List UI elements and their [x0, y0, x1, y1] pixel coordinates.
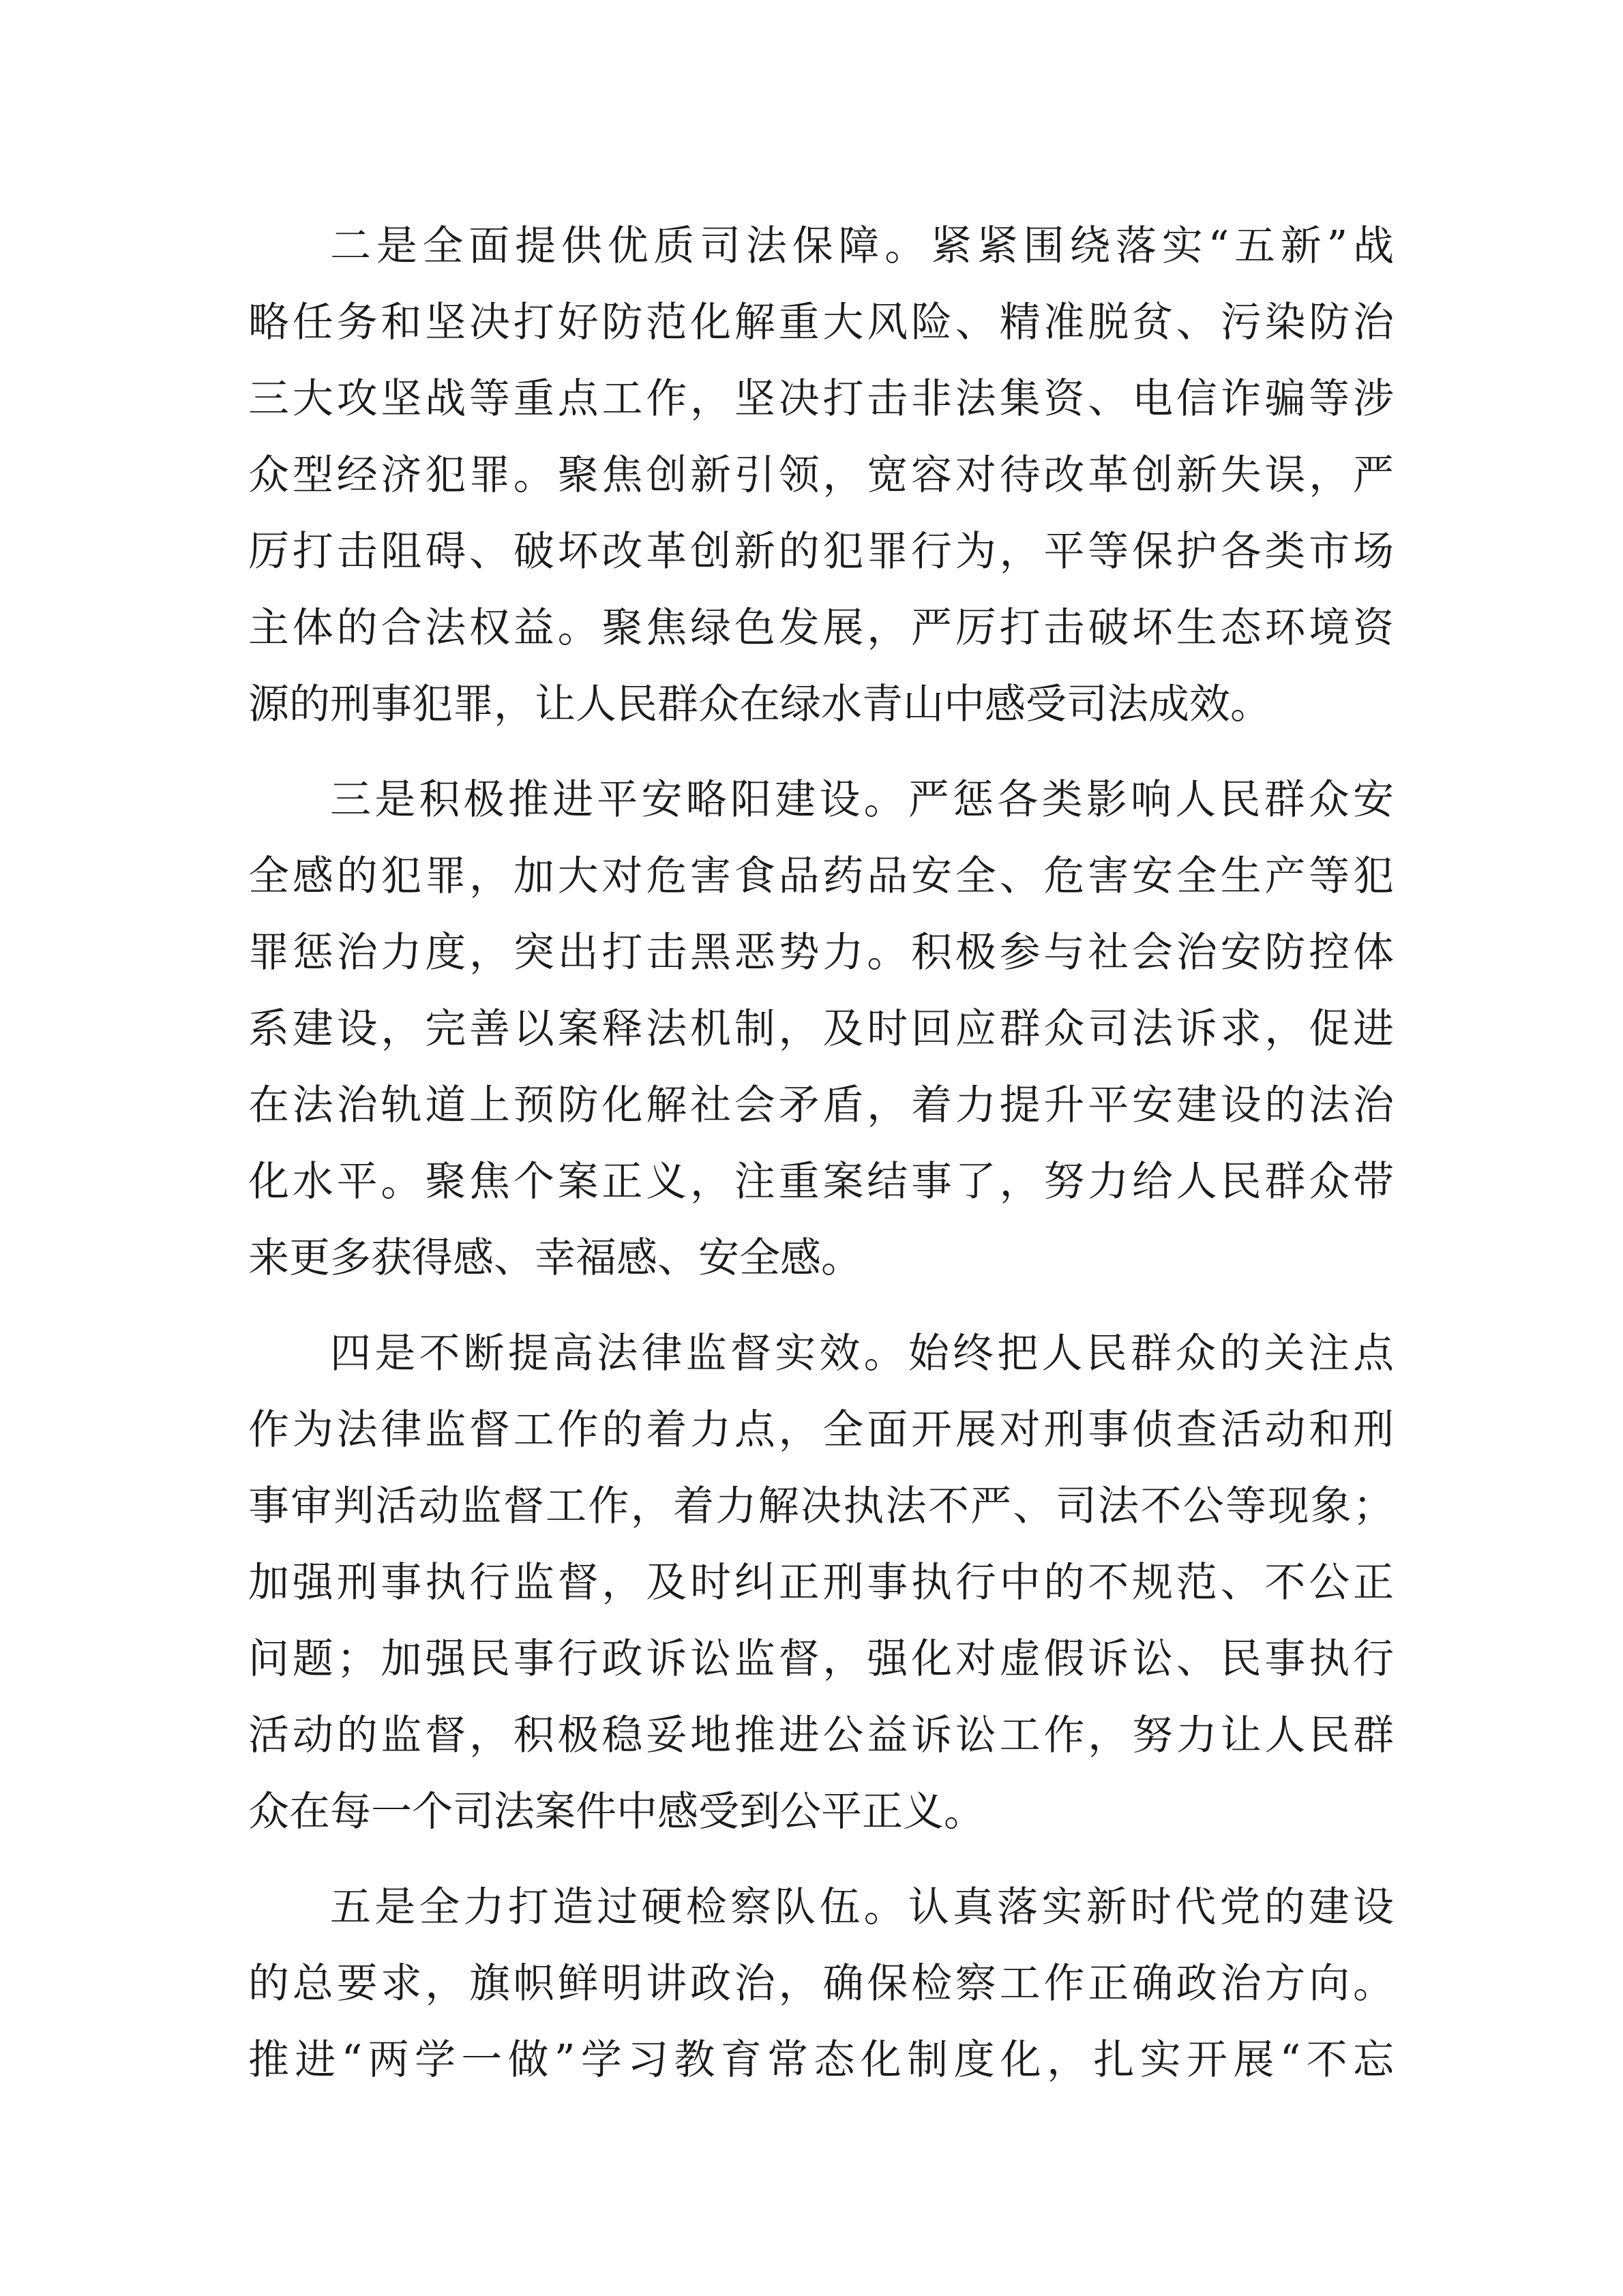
text-line: 全感的犯罪，加大对危害食品药品安全、危害安全生产等犯 [248, 852, 1394, 900]
text-line: 众型经济犯罪。聚焦创新引领，宽容对待改革创新失误，严 [248, 451, 1394, 499]
text-line: 二是全面提供优质司法保障。紧紧围绕落实“五新”战 [330, 222, 1394, 270]
paragraph-procuratorial-team [248, 1869, 1394, 2098]
text-line: 厉打击阻碍、破坏改革创新的犯罪行为，平等保护各类市场 [248, 528, 1394, 576]
text-line: 来更多获得感、幸福感、安全感。 [248, 1234, 862, 1282]
text-line: 事审判活动监督工作，着力解决执法不严、司法不公等现象； [248, 1482, 1394, 1530]
text-line: 三大攻坚战等重点工作，坚决打击非法集资、电信诈骗等涉 [248, 375, 1394, 423]
document-body [248, 208, 1394, 2117]
text-line: 略任务和坚决打好防范化解重大风险、精准脱贫、污染防治 [248, 299, 1394, 346]
text-line: 作为法律监督工作的着力点，全面开展对刑事侦查活动和刑 [248, 1406, 1394, 1454]
text-line: 问题；加强民事行政诉讼监督，强化对虚假诉讼、民事执行 [248, 1635, 1394, 1683]
paragraph-legal-supervision [248, 1315, 1394, 1850]
text-line: 罪惩治力度，突出打击黑恶势力。积极参与社会治安防控体 [248, 929, 1394, 976]
paragraph-judicial-guarantee [248, 208, 1394, 743]
text-line: 在法治轨道上预防化解社会矛盾，着力提升平安建设的法治 [248, 1082, 1394, 1129]
text-line: 加强刑事执行监督，及时纠正刑事执行中的不规范、不公正 [248, 1559, 1394, 1607]
text-line: 四是不断提高法律监督实效。始终把人民群众的关注点 [330, 1330, 1394, 1377]
text-line: 系建设，完善以案释法机制，及时回应群众司法诉求，促进 [248, 1005, 1394, 1053]
text-line: 活动的监督，积极稳妥地推进公益诉讼工作，努力让人民群 [248, 1712, 1394, 1759]
text-line: 推进“两学一做”学习教育常态化制度化，扎实开展“不忘 [248, 2036, 1394, 2084]
text-line: 五是全力打造过硬检察队伍。认真落实新时代党的建设 [330, 1883, 1394, 1931]
text-line: 三是积极推进平安略阳建设。严惩各类影响人民群众安 [330, 776, 1394, 824]
text-line: 源的刑事犯罪，让人民群众在绿水青山中感受司法成效。 [248, 681, 1271, 728]
text-line: 众在每一个司法案件中感受到公平正义。 [248, 1788, 985, 1836]
text-line: 主体的合法权益。聚焦绿色发展，严厉打击破坏生态环境资 [248, 604, 1394, 652]
text-line: 化水平。聚焦个案正义，注重案结事了，努力给人民群众带 [248, 1158, 1394, 1206]
paragraph-safe-lueyang [248, 762, 1394, 1296]
text-line: 的总要求，旗帜鲜明讲政治，确保检察工作正确政治方向。 [248, 1960, 1394, 2008]
